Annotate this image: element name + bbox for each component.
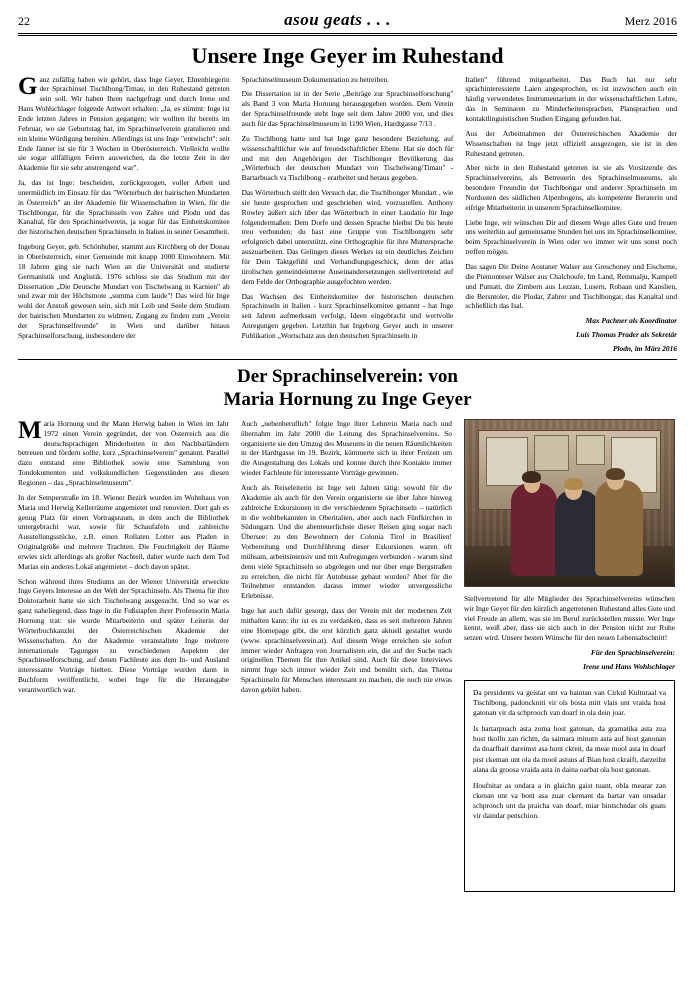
paragraph: Auch als Reiseleiterin ist Inge seit Jahren tätig: sowohl für die Akademie als auch für den Verein organisierte sie über Jahre hinweg zahlreiche Exkursionen in die verschiedenen Sprachinseln – natürlich in die wohlbekannten in Oberitalien, aber auch nach Fünfkirchen in Südungarn. Und die abenteuerlichste dieser Reisen ging sogar nach Übersee: zu den Bewohnern der Colonia Tirol in Brasilien! Vorbereitung und Durchführung dieser Exkursionen waren oft mühsam, arbeitsintensiv und mit Aufregungen verbunden - warum sind denn viele Sprachinseln so abgelegen und nur über enge Bergstraßen zu erreichen, die nicht für Autobusse gebaut wurden? Aber für die Teilnehmer entstanden daraus immer wieder unvergessliche Erlebnisse. — [241, 483, 452, 601]
photo-person-hair — [522, 471, 541, 483]
photo-person — [511, 483, 557, 576]
article-1-column-2 — [242, 75, 454, 346]
paragraph: Is bartarpuach asta zoma host gatonan, da gramatika asta zua host tkolfn zan richtn, da saimara minutn asta auf host ganonan da doarfhait dareimst asa hont ckreit, da mear mool asta in doarf pist ckeman unt ola da mool astuns af Bian host ckraift, darzeilnt alana da groosa vraida asta in daina oarbat ola host gatonan. — [473, 724, 666, 774]
paragraph: Das Wörterbuch stellt den Versuch dar, die Tischlbonger Mundart , wie sie heute gesprochen und geschrieben wird, vorzustellen. Anthony Rowley äußert sich über das Wörterbuch in einer Laudatio für Inge folgendermaßen: Dem Dorfe und dessen Sprache bleibst Du bis heute treu verbunden; du hast eine Gruppe von Tischlbongern sehr erfolgreich dabei unterstützt, eine Orthographie für ihre Muttersprache auszuarbeiten. Das Gelingen dieses Werkes ist ein deutliches Zeichen für Dein Taktgefühl und Verhandlungsgeschick, denn der atlas tirolischen gemeindeinterne Auseinandersetzungen stellvertretend auf dem Felde der Orthographie ausgefochten werden. — [241, 188, 454, 286]
paragraph: Italien" führend mitgearbeitet. Das Buch hat nur sehr sprachinteressierte Laien angesprochen, es ist inzwischen auch ein häufig verwendetes Instrumentarium in der wissenschaftlichen Lehre, das in Seminaren zu Minderheitensprachen, Plansprachen und kontaktlinguistischen Studien Eingang gefunden hat. — [465, 74, 678, 123]
article-1-signature-2: Luis Thomas Prader als Sekretär — [576, 330, 678, 340]
paragraph: Schon während ihres Studiums an der Wiener Universität erweckte Inge Geyers Interesse an der Welt der Sprachinseln. Als Thema für ihre Doktorarbeit hatte sie sich Tischelwang ausgesucht. Und so war es ganz naheliegend, dass Inge in die Fußstapfen ihrer Professorin Maria Hornung trat: sie wurde Mitarbeiterin und später Leiterin der Wörterbuchkanzlei der Österreichischen Akademie der Wissenschaften. An der Akademie veranstaltete Inge mehrere internationale Tagungen zu verschiedenen Aspekten der Sprachinselforschung, auf denen Fachleute aus dem In- und Ausland interessante Vorträge hielten. Diese Vorträge wurden dann in Buchform veröffentlicht, wobei Inge für die Herausgabe verantwortlich war. — [18, 576, 229, 694]
article-1-signature-3: Plodn, im März 2016 — [612, 344, 678, 354]
photo-caption: Stellvertretend für alle Mitglieder des Sprachinselvereins wünschen wir Inge Geyer für den kürzlich angetretenen Ruhestand alles Gute und viel Freude an allem, was sie im Beruf zurückstellen musste. Wer Inge kennt, weiß aber, dass sie sich auch in der Pension nicht zur Ruhe setzen wird. Unsere besten Wünsche für den neuen Lebensabschnitt! — [464, 593, 675, 643]
paragraph: Da presidents va geistar unt va haintan van Cirkul Kulturaal va Tischlbong, padonckniti vir ols bosta mitt vlais unt vraida host gatonan vir da schprooch van doarf in ola dein joar. — [473, 688, 666, 718]
article-1-title: Unsere Inge Geyer im Ruhestand — [191, 43, 504, 68]
photo-person — [555, 490, 599, 576]
paragraph: Aber nicht in den Ruhestand getreten ist sie als Vorsitzende des Sprachinselvereins, als Betreuerin des Sprachinselmuseums, als besondere Freundin der Tischlbongar und anderer Sprachinseln im Nordosten des südlichen Alpenbogens, als kompetente Beraterin und eifrige Mitarbeiterin in unserem Sprachinselkomitee. — [465, 163, 678, 212]
photo-person-hair — [564, 478, 583, 490]
paragraph: Inge hat auch dafür gesorgt, dass der Verein mit der modernen Zeit mithalten kann: ihr ist es zu verdanken, dass es seit mehreren Jahren eine Homepage gibt, die erst kürzlich ganz aktuell gestaltet wurde (www. sprachinselverein.at). Auf diesem Wege erreichen sie sofort immer wieder Anfragen von Journalisten ein, die auf der Suche nach originellen Themen für ihre Artikel sind. Auch für diese Interviews nimmt Inge sich immer wieder Zeit und bemüht sich, das Thema Sprachinseln für Menschen interessant zu machen, die noch nie etwas davon gehört haben. — [241, 606, 452, 694]
article-2-title — [18, 366, 677, 411]
paragraph: Ja, das ist Inge: bescheiden, zurückgezogen, voller Arbeit und unermüdlich im Einsatz für das "Wörterbuch der bairischen Mundarten in Österreich" an der Akademie für Wissenschaften in Wien, für die Tischlbongar, für die Sprachinseln von Zahre und Plodn und das Kanaltal, für den Sprachinselverein, ja sogar für das Einheitskomitee der historischen deutschen Sprachinseln in Italien in seiner Gesamtheit. — [18, 178, 230, 237]
masthead — [18, 10, 677, 32]
article-2-signature-2: Irene und Hans Wohlschlager — [583, 662, 675, 672]
paragraph: Das Wachsen des Einheitskomitee der historischen deutschen Sprachinseln in Italien - kurz Sprachinselkomitee genannt - hat Inge seit Jahren aufmerksam verfolgt, Ideen eingebracht und wertvolle Anregungen gegeben. Letzthin hat Ingeborg Geyer auch in unserer Publikation „Wortschatz aus den deutschen Sprachinseln in — [241, 291, 454, 340]
article-1-column-3 — [465, 75, 677, 355]
article-2-signature-1: Für den Sprachinselverein: — [590, 648, 675, 658]
photo-person-hair — [606, 468, 625, 480]
photo-person — [595, 480, 643, 576]
sidebar-box — [464, 680, 675, 892]
article-2-column-3 — [464, 419, 675, 892]
issue-date: Merz 2016 — [624, 14, 677, 28]
paragraph: Ingeborg Geyer, geb. Schönhuber, stammt aus Kirchberg ob der Donau in Oberösterreich, einer Gemeinde mit knapp 1000 Einwohnern. Mit 18 Jahren ging sie nach Wien an die Universität und studierte Germanistik und Anglistik. 1976 schloss sie das Studium mit der Dissertation „Die Deutsche Mundart von Tischelwang in Karnien" ab und zwar mit der Höchstnote „summa cum laude"! Das wird für Inge wohl der Anstoß gewesen sein, sich mit Leib und Seele dem Studium der bairischen Mundarten zu widmen, Zugang zu finden zum „Verein der Sprachinselfreunde" in Wien und darüber hinaus Sprachinselforschung, insbesondere der — [18, 242, 230, 340]
article-2-columns — [18, 416, 677, 892]
article-1-columns — [18, 72, 678, 355]
photo-sprachinselverein-members — [464, 419, 675, 587]
paragraph: Houfnitar as ondara a in glaichn gaist tuant, obla mearar zan ckenan unt va bont asa zuar ckemant da bartar van unsadar schprooch unt da praicha van doarf, miar bintschndar ols guats vir daindar penschion. — [473, 780, 666, 820]
article-2-title-line-1: Der Sprachinselverein: von — [237, 366, 458, 388]
article-2-column-2 — [241, 419, 452, 700]
paragraph: Ganz zufällig haben wir gehört, dass Inge Geyer, Ehrenbürgerin der Sprachinsel Tischlbong/Timau, in den Ruhestand getreten sein soll. Wir haben Ihren nachgefragt und durch Irene und Hans Wohlschlager folgende Antwort erhalten: „Ja, es stimmt: Inge ist Ende letzten Jahres in Pension gegangen; wir wollten ihr bereits im Februar, wo sie Geburtstag hat, im Sprachinselverein gratulieren und ein kleine Würdigung bereiten. Allerdings ist uns Inge "entwischt": seit Ende Jänner ist sie für 3 Wochen in Oberösterreich. Vielleicht wollte sie sogar allfälligen Feiern ausweichen, da die letzte Zeit in der Akademie für sie sehr anstrengend war". — [18, 72, 230, 173]
paragraph: Auch „nebenberuflich" folgte Inge ihrer Lehrerin Maria nach und übernahm im Jahr 2000 die Leitung des Sprachinselvereins. So organisierte sie den Umzug des Museums in die neuen Räumlichkeiten in der Hardtgasse im 19. Bezirk, kümmerte sich in ihrer Freizeit um die Ausgestaltung des Lokals und konnte durch ihre Kontakte immer wieder Fachleute für interessante Vorträge gewinnen. — [241, 418, 452, 478]
page-number: 22 — [18, 14, 30, 28]
paragraph: Das sagen Dir Deine Aostaner Walser aus Greschoney und Eischeme, die Piemonteser Walser aus Chalchoufe, Im Land, Remmalju, Kampell und Pumatt, die Zimbern aus Lezzan, Lusern, Robaan und Kanslien, die Bersntoler, die Plodar, Zahrer und Tischlbongar, das Kanaltal und schließlich das Isal. — [465, 261, 678, 311]
paragraph: In der Semperstraße im 18. Wiener Bezirk wurden im Wohnhaus von Maria und Herwig Kellerräume angemietet und renoviert. Dort gab es genug Platz für einen Vortragsraum, in dem auch die Bibliothek untergebracht war, sowie für Schaufafeln und zahlreiche Ausstellungsstücke, z.B. einen Rollaten Lotter aus Pladen in Originalgröße und mehrere Trachten. Die Feuchtigkeit der Räume erwies sich allerdings als großer Nachteil, daher wurde nach dem Tod Marias ein anderes Lokal angemietet – doch davon später. — [18, 492, 229, 571]
section-divider — [18, 359, 677, 360]
paragraph: Zu Tischlbong hatte und hat Inge ganz besondere Beziehung, auf wissenschaftlicher wie auf freundschaftlicher Ebene. Hat sie doch für und mit den Angehörigen der Tischlbonger Bevölkerung das „Wörterbuch der deutschen Mundart von Tischelwang/Timau" - Bartarbuach va Tischlbong - erarbeitet und heraus gegeben. — [241, 133, 454, 183]
paragraph: Sprachinselmuseum Dokumentation zu betreiben. — [241, 74, 390, 84]
masthead-rule — [18, 33, 677, 36]
paper-title: asou geats . . . — [284, 10, 391, 29]
article-1-signature-1: Max Pachner als Koordinator — [585, 316, 678, 326]
article-2-title-line-2: Maria Hornung zu Inge Geyer — [223, 388, 472, 410]
paragraph: Liebe Inge, wir wünschen Dir auf diesem Wege alles Gute und freuen uns weiterhin auf gemeinsame Stunden bei uns im Sprachinselkomitee, beim Sprachinselverein in Wien oder wo immer wir uns sonst noch treffen mögen. — [465, 217, 678, 257]
paragraph: Aus der Arbeitnahmen der Österreichischen Akademie der Wissenschaften ist Inge jetzt offiziell ausgezogen, sie ist in den Ruhestand getreten. — [465, 128, 678, 158]
paragraph: Maria Hornung und ihr Mann Herwig haben in Wien im Jahr 1972 einen Verein gegründet, der von Österreich aus die deutschsprachigen Minderheiten in den Nachbarländern betreuen und fördern sollte, kurz „Sprachinselverein" genannt. Parallel dazu entstand eine Bibliothek sowie eine Sammlung von Tondokumenten und volkskundlichen Gegenständen aus diesen Regionen – das „Sprachinselmuseum". — [18, 416, 229, 488]
photo-poster — [576, 435, 605, 465]
paragraph: Die Dissertation ist in der Serie „Beiträge zur Sprachinselforschung" als Band 3 von Maria Hornung herausgegeben worden. Dem Verein der Sprachinselfreunde steht Inge seit dem Jahre 2000 vor, und dies auch für das Sprachinselmuseum in 1190 Wien, Hardtgasse 7/13 . — [241, 89, 454, 128]
article-1-column-1 — [18, 72, 230, 346]
photo-poster — [486, 437, 528, 487]
article-2-column-1 — [18, 416, 229, 700]
photo-poster — [534, 435, 570, 472]
